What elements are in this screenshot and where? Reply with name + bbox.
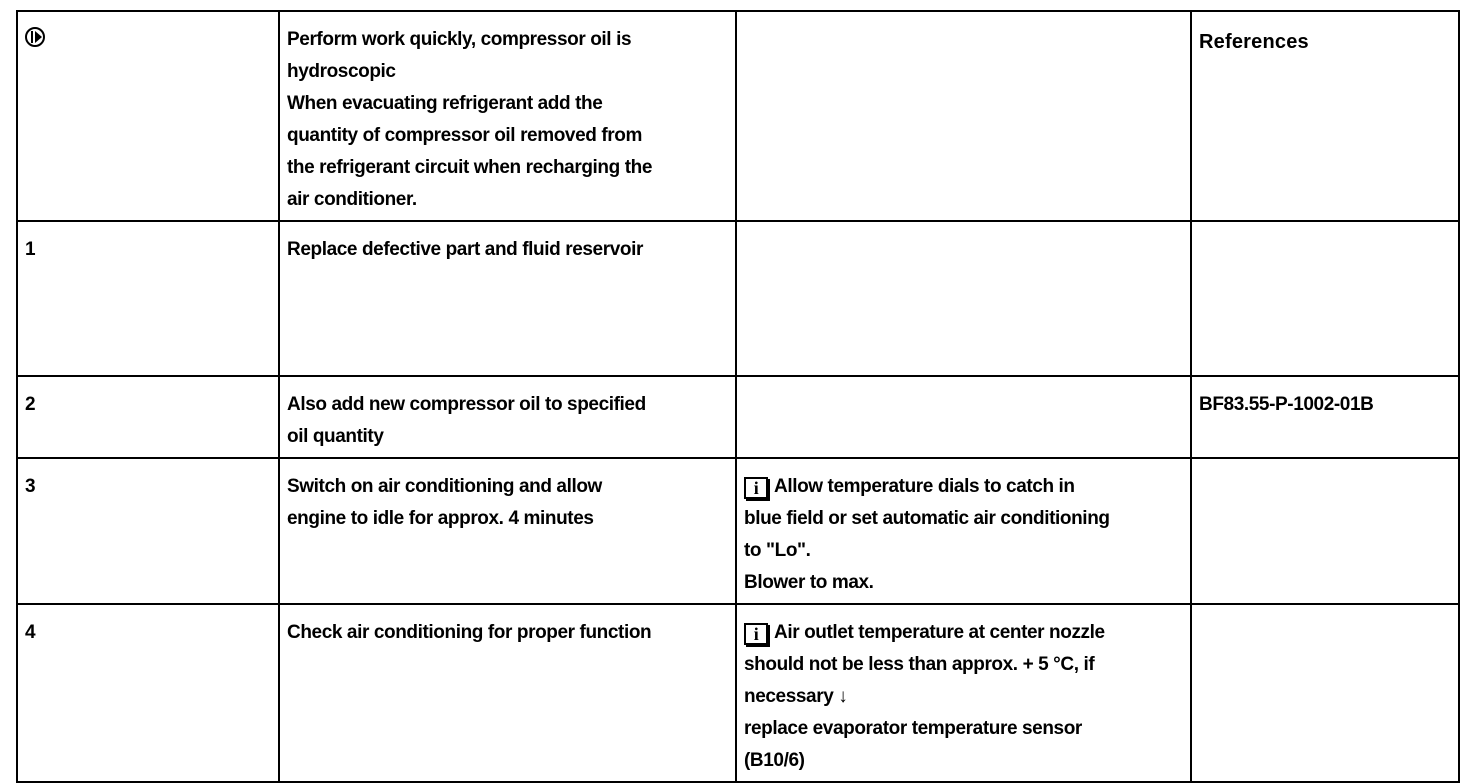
action-line: Check air conditioning for proper function	[287, 622, 652, 643]
note-line: should not be less than approx. + 5 °C, if	[744, 654, 1095, 675]
step-note	[736, 376, 1191, 458]
note-line: blue field or set automatic air conditioning	[744, 508, 1110, 529]
action-line: Also add new compressor oil to specified	[287, 394, 646, 415]
note-line: air conditioner.	[287, 189, 417, 210]
info-icon: i	[744, 477, 768, 499]
step-action	[279, 458, 736, 604]
note-line: i Allow temperature dials to catch in	[744, 471, 1184, 503]
general-note-cell	[279, 11, 736, 221]
step-action	[279, 221, 736, 376]
action-line: engine to idle for approx. 4 minutes	[287, 508, 594, 529]
table-row	[17, 458, 1459, 604]
note-line: to "Lo".	[744, 540, 811, 561]
note-line: (B10/6)	[744, 750, 805, 771]
step-symbol-cell	[17, 11, 279, 221]
step-number: 3	[17, 458, 279, 604]
procedure-table	[16, 10, 1460, 783]
step-reference[interactable]	[1191, 376, 1459, 458]
procedure-start-icon	[25, 27, 45, 47]
action-line: Switch on air conditioning and allow	[287, 476, 602, 497]
step-note	[736, 604, 1191, 782]
note-line: quantity of compressor oil removed from	[287, 125, 642, 146]
table-header-row	[17, 11, 1459, 221]
header-empty-cell	[736, 11, 1191, 221]
step-action	[279, 604, 736, 782]
action-line: Replace defective part and fluid reservoir	[287, 239, 643, 260]
references-header-cell	[1191, 11, 1459, 221]
references-heading: References	[1199, 31, 1309, 53]
step-note	[736, 221, 1191, 376]
note-line: replace evaporator temperature sensor	[744, 718, 1082, 739]
step-reference	[1191, 604, 1459, 782]
action-line: oil quantity	[287, 426, 384, 447]
note-line: When evacuating refrigerant add the	[287, 93, 603, 114]
step-number: 2	[17, 376, 279, 458]
note-line: hydroscopic	[287, 61, 396, 82]
note-line: the refrigerant circuit when recharging the	[287, 157, 652, 178]
step-reference	[1191, 458, 1459, 604]
note-line: i Air outlet temperature at center nozzle	[744, 617, 1184, 649]
step-reference	[1191, 221, 1459, 376]
table-row	[17, 221, 1459, 376]
step-number: 4	[17, 604, 279, 782]
table-row	[17, 604, 1459, 782]
note-line: Blower to max.	[744, 572, 874, 593]
table-row	[17, 376, 1459, 458]
step-action	[279, 376, 736, 458]
step-number: 1	[17, 221, 279, 376]
info-icon: i	[744, 623, 768, 645]
note-line: Perform work quickly, compressor oil is	[287, 29, 632, 50]
reference-link[interactable]: BF83.55-P-1002-01B	[1199, 394, 1374, 415]
step-note	[736, 458, 1191, 604]
note-line: necessary ↓	[744, 686, 848, 707]
